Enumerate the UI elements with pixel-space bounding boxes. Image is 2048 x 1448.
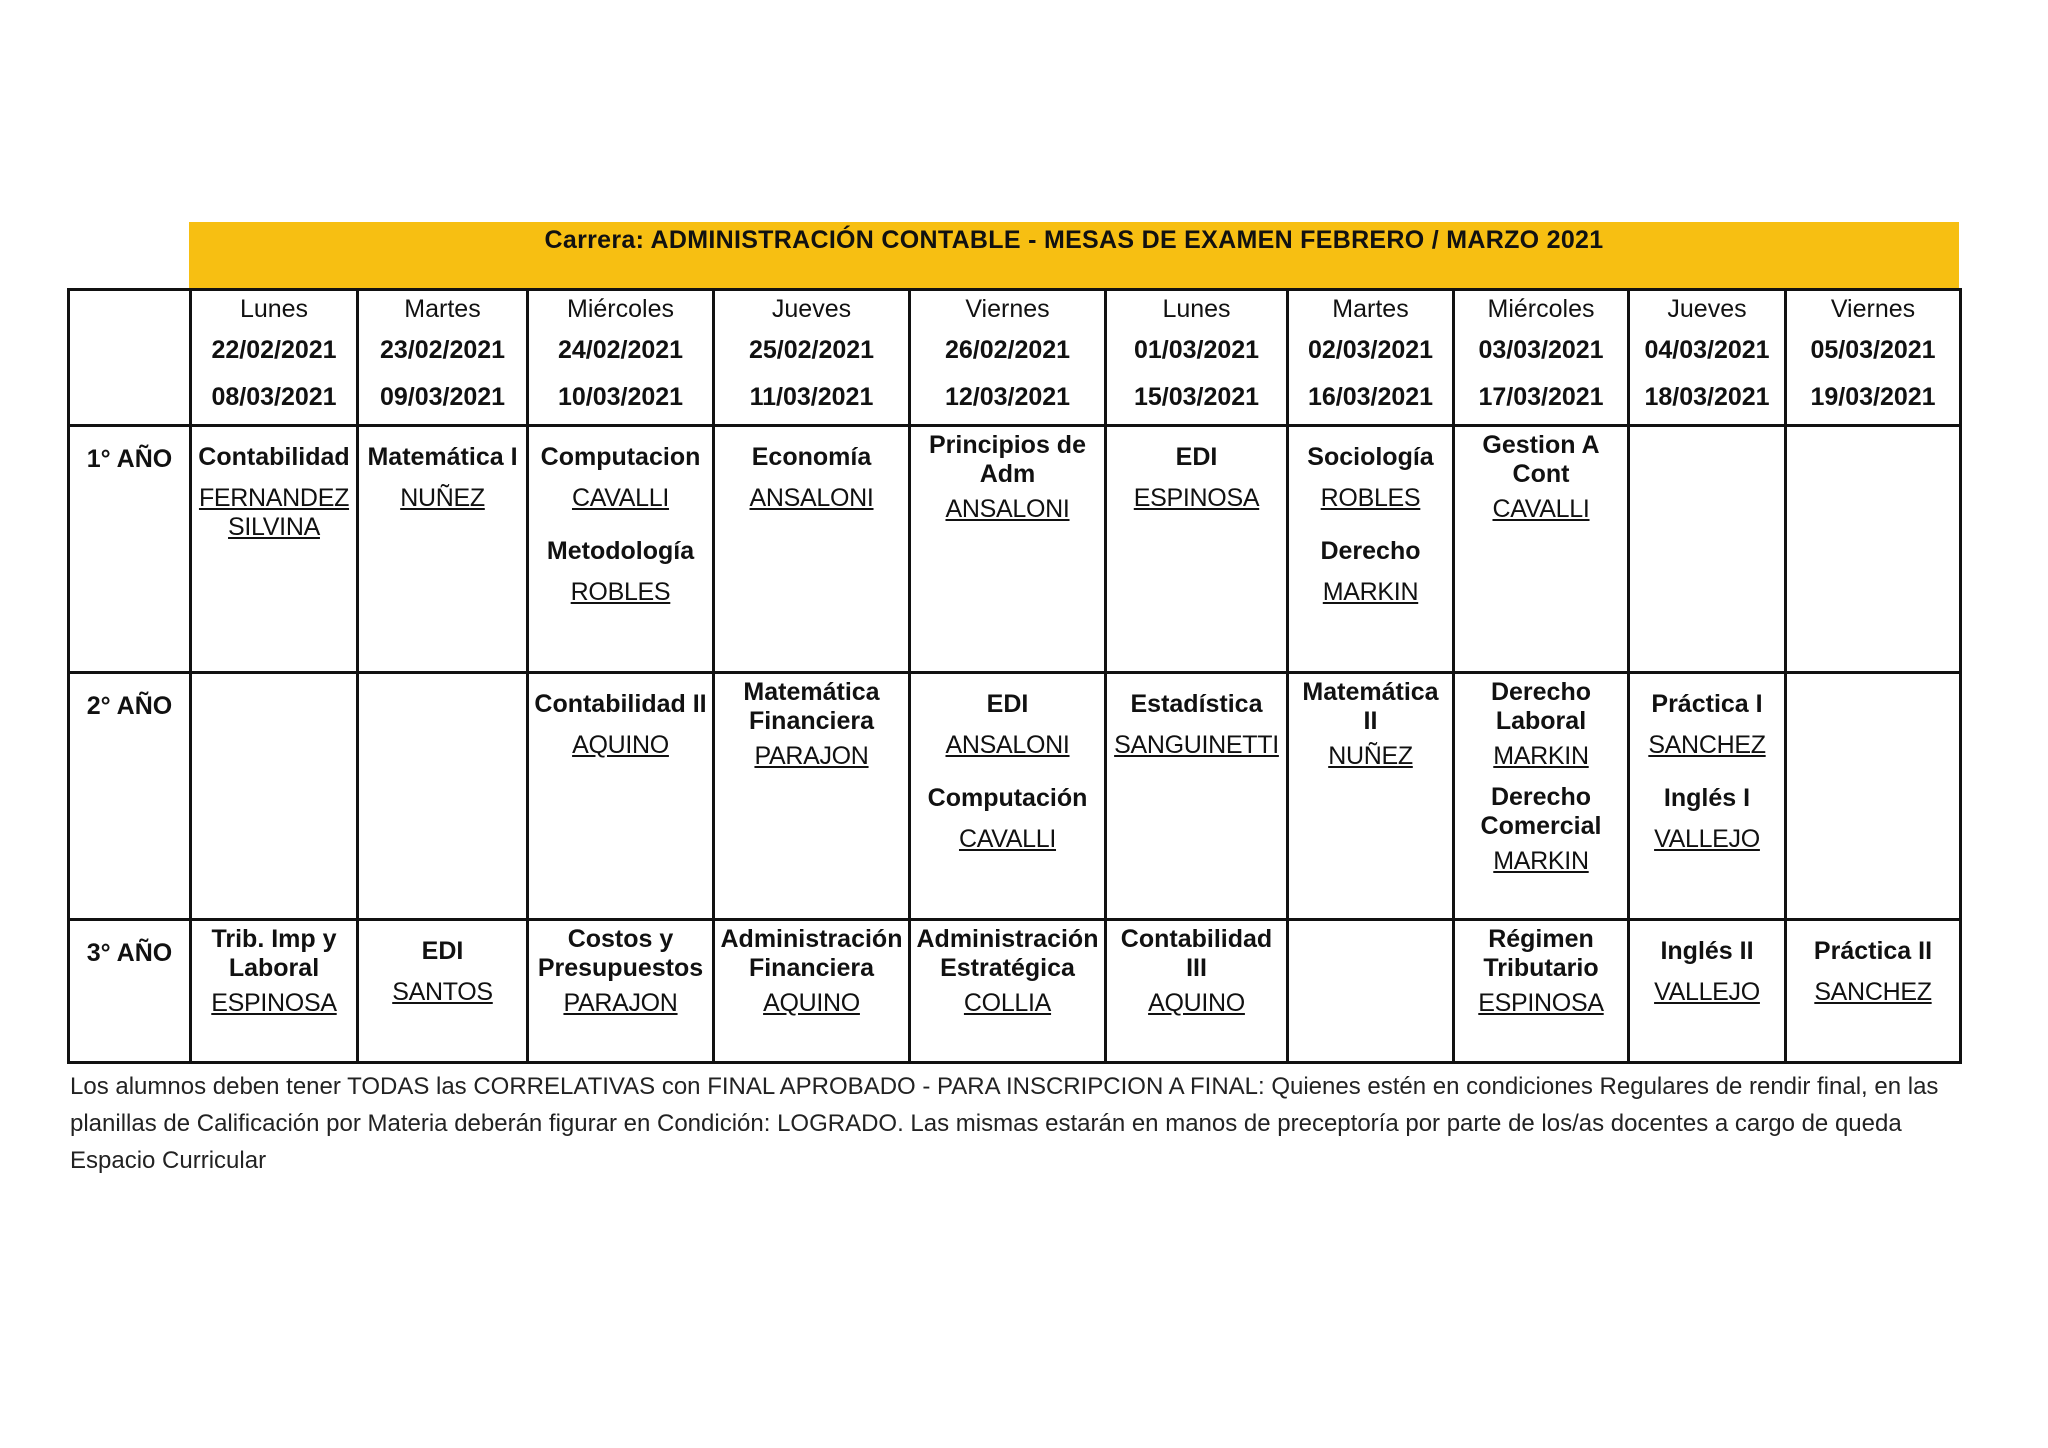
teacher-name: ROBLES: [570, 578, 671, 606]
corner-cell: [69, 290, 191, 426]
exam-cell: [1288, 673, 1454, 920]
teacher-name: SANCHEZ: [1648, 731, 1766, 759]
exam-cell: [910, 426, 1106, 673]
exam-cell: [1288, 426, 1454, 673]
day-header-cell: [1106, 290, 1288, 426]
day-header-cell: [1786, 290, 1961, 426]
first-date: 03/03/2021: [1478, 336, 1604, 364]
teacher-name: CAVALLI: [571, 484, 670, 512]
day-name: Viernes: [965, 295, 1050, 323]
teacher-name: MARKIN: [1322, 578, 1419, 606]
year-label: 1° AÑO: [86, 445, 173, 473]
second-date: 18/03/2021: [1644, 383, 1770, 411]
day-name: Jueves: [771, 295, 852, 323]
exam-cell: [528, 920, 714, 1063]
day-name: Viernes: [1830, 295, 1916, 323]
exam-cell: [714, 426, 910, 673]
subject-name: Práctica II: [1813, 937, 1933, 965]
year-row: [69, 920, 1961, 1063]
subject-name: Derecho: [1320, 537, 1421, 565]
exam-cell: [358, 920, 528, 1063]
subject-name: Práctica I: [1651, 690, 1763, 718]
second-date: 17/03/2021: [1478, 383, 1604, 411]
second-date: 15/03/2021: [1133, 383, 1260, 411]
second-date: 08/03/2021: [211, 383, 337, 411]
teacher-name: ESPINOSA: [1133, 484, 1260, 512]
subject-name: Contabilidad: [198, 443, 350, 471]
subject-name: Contabilidad II: [534, 690, 707, 718]
second-date: 19/03/2021: [1810, 383, 1936, 411]
exam-cell: [1106, 920, 1288, 1063]
teacher-name: NUÑEZ: [400, 484, 485, 512]
year-label: 2° AÑO: [86, 692, 173, 720]
exam-cell: [191, 426, 358, 673]
teacher-name: ANSALONI: [945, 495, 1070, 523]
subject-name: Contabilidad III: [1120, 925, 1273, 982]
year-cell: [69, 920, 191, 1063]
teacher-name: AQUINO: [1148, 989, 1245, 1017]
subject-name: Trib. Imp y Laboral: [211, 925, 337, 982]
exam-cell: [1786, 426, 1961, 673]
subject-name: Gestion A Cont: [1482, 431, 1600, 488]
exam-cell: [1454, 673, 1629, 920]
teacher-name: ANSALONI: [945, 731, 1070, 759]
first-date: 22/02/2021: [211, 336, 337, 364]
day-name: Jueves: [1667, 295, 1747, 323]
teacher-name: VALLEJO: [1654, 978, 1760, 1006]
day-header-cell: [714, 290, 910, 426]
subject-name: Matemática II: [1302, 678, 1439, 735]
day-header-cell: [1454, 290, 1629, 426]
exam-cell: [191, 673, 358, 920]
page-title: Carrera: ADMINISTRACIÓN CONTABLE - MESAS DE EXAMEN FEBRERO / MARZO 2021: [544, 226, 1604, 254]
year-row: [69, 673, 1961, 920]
subject-name: EDI: [986, 690, 1029, 718]
teacher-name: ROBLES: [1320, 484, 1421, 512]
exam-cell: [910, 920, 1106, 1063]
first-date: 02/03/2021: [1307, 336, 1434, 364]
footnote: Los alumnos deben tener TODAS las CORRELATIVAS con FINAL APROBADO - PARA INSCRIPCION A FINAL: Quienes estén en condiciones Regulares de rendir final, en las planillas de Calificación por Materia deberán figurar en Condición: LOGRADO. Las mismas estarán en manos de preceptoría por parte de los/as docentes a cargo de queda Espacio Curricular: [70, 1073, 1939, 1174]
exam-cell: [1629, 426, 1786, 673]
exam-cell: [1786, 920, 1961, 1063]
day-header-cell: [191, 290, 358, 426]
teacher-name: VALLEJO: [1654, 825, 1760, 853]
exam-cell: [191, 920, 358, 1063]
day-header-cell: [358, 290, 528, 426]
subject-name: Economía: [751, 443, 872, 471]
subject-name: Costos y Presupuestos: [537, 925, 704, 982]
first-date: 23/02/2021: [379, 336, 506, 364]
second-date: 11/03/2021: [749, 383, 874, 411]
subject-name: Derecho Laboral: [1490, 678, 1592, 735]
first-date: 05/03/2021: [1810, 336, 1936, 364]
second-date: 12/03/2021: [944, 383, 1071, 411]
day-name: Miércoles: [567, 295, 674, 323]
subject-name: EDI: [421, 937, 464, 965]
second-date: 10/03/2021: [557, 383, 684, 411]
first-date: 01/03/2021: [1133, 336, 1260, 364]
teacher-name: FERNANDEZ SILVINA: [198, 484, 350, 541]
subject-name: Matemática Financiera: [743, 678, 880, 735]
day-name: Miércoles: [1487, 295, 1595, 323]
subject-name: Metodología: [546, 537, 695, 565]
teacher-name: AQUINO: [763, 989, 860, 1017]
teacher-name: PARAJON: [563, 989, 678, 1017]
day-header-cell: [910, 290, 1106, 426]
exam-cell: [1454, 426, 1629, 673]
exam-cell: [1288, 920, 1454, 1063]
exam-cell: [1786, 673, 1961, 920]
teacher-name: CAVALLI: [958, 825, 1057, 853]
teacher-name: NUÑEZ: [1328, 742, 1413, 770]
year-row: [69, 426, 1961, 673]
exam-cell: [910, 673, 1106, 920]
day-name: Martes: [404, 295, 481, 323]
subject-name: Inglés I: [1663, 784, 1751, 812]
subject-name: Inglés II: [1660, 937, 1754, 965]
teacher-name: SANTOS: [392, 978, 493, 1006]
teacher-name: ESPINOSA: [1478, 989, 1604, 1017]
day-name: Martes: [1332, 295, 1409, 323]
year-cell: [69, 426, 191, 673]
exam-schedule-table: [67, 288, 1962, 1064]
title-banner: [189, 222, 1959, 288]
exam-cell: [358, 426, 528, 673]
exam-cell: [358, 673, 528, 920]
exam-cell: [714, 673, 910, 920]
subject-name: Administración Financiera: [720, 925, 903, 982]
exam-cell: [1629, 673, 1786, 920]
subject-name: Sociología: [1307, 443, 1434, 471]
year-label: 3° AÑO: [86, 939, 173, 967]
first-date: 25/02/2021: [748, 336, 875, 364]
exam-cell: [1106, 426, 1288, 673]
exam-cell: [1454, 920, 1629, 1063]
exam-cell: [714, 920, 910, 1063]
first-date: 04/03/2021: [1644, 336, 1770, 364]
first-date: 26/02/2021: [944, 336, 1071, 364]
teacher-name: ANSALONI: [749, 484, 874, 512]
subject-name: Computacion: [540, 443, 701, 471]
teacher-name: AQUINO: [572, 731, 669, 759]
exam-cell: [528, 426, 714, 673]
subject-name: Computación: [927, 784, 1088, 812]
second-date: 16/03/2021: [1307, 383, 1434, 411]
day-header-cell: [1629, 290, 1786, 426]
subject-name: Estadística: [1130, 690, 1263, 718]
teacher-name: ESPINOSA: [211, 989, 337, 1017]
exam-cell: [1106, 673, 1288, 920]
subject-name: Principios de Adm: [929, 431, 1086, 488]
subject-name: Régimen Tributario: [1483, 925, 1599, 982]
year-cell: [69, 673, 191, 920]
first-date: 24/02/2021: [557, 336, 684, 364]
subject-name: Administración Estratégica: [916, 925, 1099, 982]
teacher-name: SANCHEZ: [1814, 978, 1932, 1006]
exam-cell: [1629, 920, 1786, 1063]
exam-cell: [528, 673, 714, 920]
day-name: Lunes: [1162, 295, 1231, 323]
day-header-cell: [528, 290, 714, 426]
teacher-name: MARKIN: [1493, 847, 1589, 875]
teacher-name: CAVALLI: [1492, 495, 1590, 523]
teacher-name: COLLIA: [963, 989, 1052, 1017]
day-name: Lunes: [239, 295, 309, 323]
subject-name: Matemática I: [367, 443, 518, 471]
header-row: [69, 290, 1961, 426]
day-header-cell: [1288, 290, 1454, 426]
teacher-name: SANGUINETTI: [1114, 731, 1279, 759]
subject-name: EDI: [1175, 443, 1218, 471]
teacher-name: MARKIN: [1493, 742, 1589, 770]
teacher-name: PARAJON: [754, 742, 869, 770]
subject-name: Derecho Comercial: [1480, 783, 1602, 840]
second-date: 09/03/2021: [379, 383, 506, 411]
